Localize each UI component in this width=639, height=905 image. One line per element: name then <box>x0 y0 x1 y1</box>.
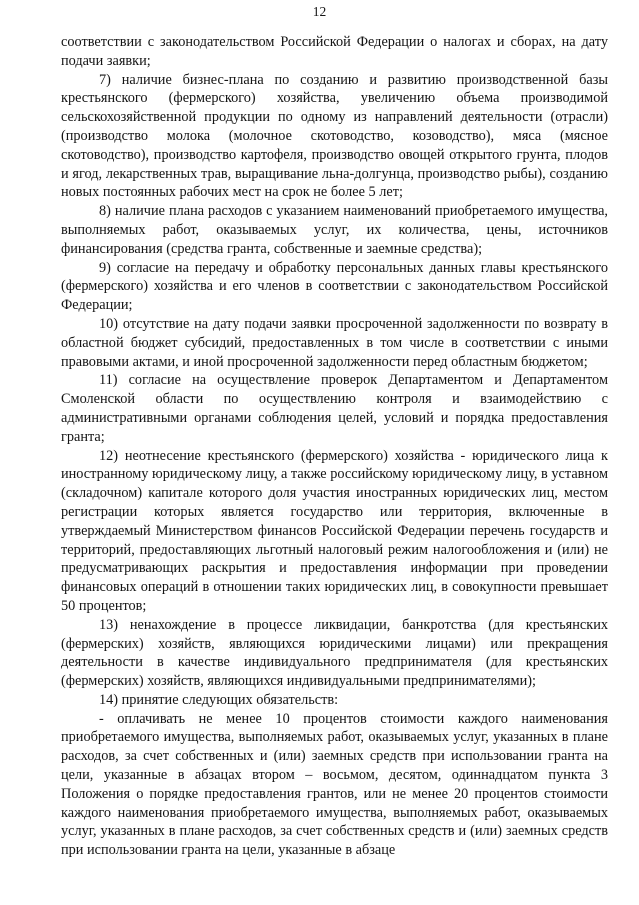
paragraph-item-7: 7) наличие бизнес-плана по созданию и развитию производственной базы крестьянского (фермерского) хозяйства, увеличению объема производимой сельскохозяйственной продукции по одному из направлений деятельности (отрасли) (производство молока (молочное скотоводство, козоводство), мяса (мясное скотоводство), производство картофеля, производство овощей открытого грунта, плодов и ягод, лекарственных трав, выращивание льна-долгунца, производство рыбы), созданию новых постоянных рабочих мест на срок не более 5 лет; <box>61 71 608 201</box>
paragraph-item-9: 9) согласие на передачу и обработку персональных данных главы крестьянского (фермерского) хозяйства и его членов в соответствии с законодательством Российской Федерации; <box>61 259 608 314</box>
paragraph-item-11: 11) согласие на осуществление проверок Департаментом и Департаментом Смоленской области по осуществлению контроля и взаимодействию с административными органами соблюдения целей, условий и порядка предоставления гранта; <box>61 372 608 445</box>
paragraph-item-14-obligation: - оплачивать не менее 10 процентов стоимости каждого наименования приобретаемого имущества, выполняемых работ, оказываемых услуг, указанных в плане расходов, за счет собственных и (или) заемных средств при использовании гранта на цели, указанные в абзацах втором – восьмом, десятом, одиннадцатом пункта 3 Положения о порядке предоставления грантов, или не менее 20 процентов стоимости каждого наименования приобретаемого имущества, выполняемых работ, оказываемых услуг, указанных в плане расходов, за счет собственных средств и (или) заемных средств при использовании гранта на цели, указанные в абзаце <box>61 710 608 859</box>
paragraph-item-12: 12) неотнесение крестьянского (фермерского) хозяйства - юридического лица к иностранному юридическому лицу, а также российскому юридическому лицу, в уставном (складочном) капитале которого доля участия иностранных юридических лиц, местом регистрации которых является государство или территория, включенные в утверждаемый Министерством финансов Российской Федерации перечень государств и территорий, предоставляющих льготный налоговый режим налогообложения и (или) не предусматривающих раскрытия и предоставления информации при проведении финансовых операций в отношении таких юридических лиц, в совокупности превышает 50 процентов; <box>61 447 608 614</box>
paragraph-continuation: соответствии с законодательством Российской Федерации о налогах и сборах, на дату подачи заявки; <box>61 34 608 69</box>
paragraph-item-13: 13) ненахождение в процессе ликвидации, банкротства (для крестьянских (фермерских) хозяйств, являющихся юридическими лицами) или прекращения деятельности в качестве индивидуального предпринимателя (для крестьянских (фермерских) хозяйств, являющихся индивидуальными предпринимателями); <box>61 616 608 690</box>
paragraph-item-10: 10) отсутствие на дату подачи заявки просроченной задолженности по возврату в областной бюджет субсидий, предоставленных в том числе в соответствии с иными правовыми актами, и иной просроченной задолженности перед областным бюджетом; <box>61 315 608 370</box>
page-number: 12 <box>312 4 327 19</box>
paragraph-item-8: 8) наличие плана расходов с указанием наименований приобретаемого имущества, выполняемых работ, оказываемых услуг, их количества, цены, источников финансирования (средства гранта, собственные и заемные средства); <box>61 203 608 257</box>
paragraph-item-14: 14) принятие следующих обязательств: <box>99 691 339 708</box>
document-body <box>61 33 608 860</box>
